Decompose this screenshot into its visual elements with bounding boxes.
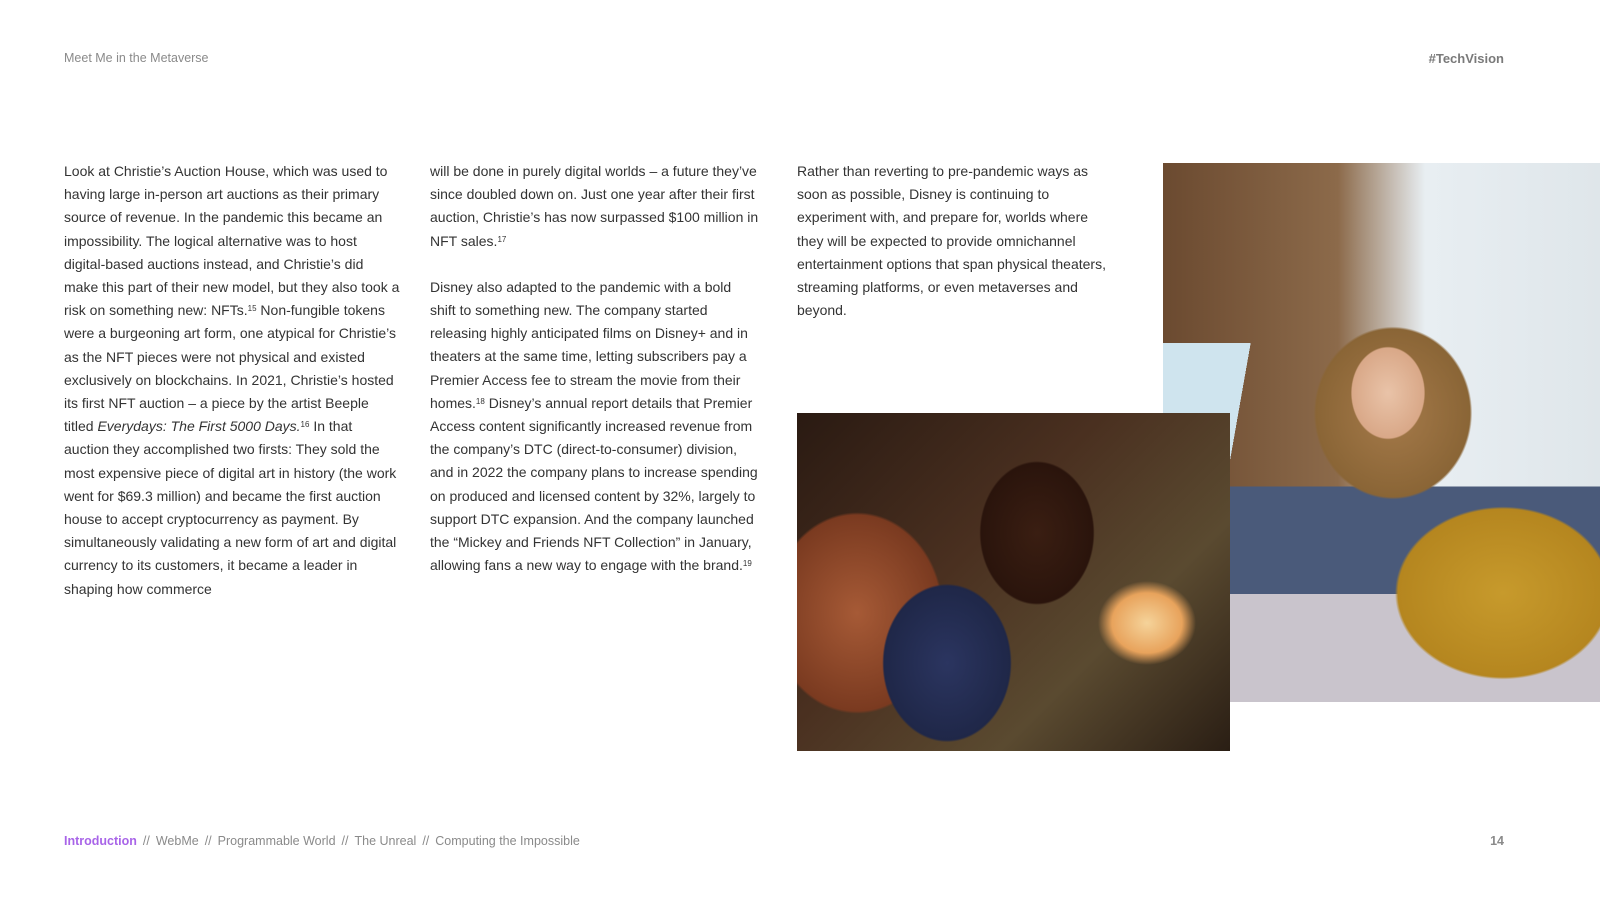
footnote-ref: 18 <box>475 396 485 406</box>
footer-nav <box>64 834 580 848</box>
paragraph <box>430 160 760 253</box>
hashtag: #TechVision <box>1428 51 1504 66</box>
text: In that auction they accomplished two firsts: They sold the most expensive piece of digital art in history (the work went for $69.3 million) and became the first auction house to accept cryptocurrency as payment. By simultaneously validating a new form of art and digital currency to its customers, it became a leader in shaping how commerce <box>64 418 397 597</box>
document-title: Meet Me in the Metaverse <box>64 51 209 65</box>
page-number: 14 <box>1490 834 1504 848</box>
text: Disney’s annual report details that Premier Access content significantly increased revenue from the company’s DTC (direct-to-consumer) division, and in 2022 the company plans to increase spending on produced and licensed content by 32%, largely to support DTC expansion. And the company launched the “Mickey and Friends NFT Collection” in January, allowing fans a new way to engage with the brand. <box>430 394 758 574</box>
paragraph <box>430 276 760 578</box>
footnote-ref: 17 <box>497 234 507 244</box>
nav-webme[interactable]: WebMe <box>155 834 199 848</box>
footnote-ref: 19 <box>742 559 752 569</box>
separator: // <box>341 834 349 848</box>
nav-programmable-world[interactable]: Programmable World <box>217 834 336 848</box>
separator: // <box>422 834 430 848</box>
text-column-3 <box>797 160 1107 345</box>
paragraph <box>64 160 400 601</box>
artwork-title: Everydays: The First 5000 Days. <box>97 418 301 435</box>
footnote-ref: 16 <box>300 420 310 430</box>
text: Non-fungible tokens were a burgeoning art form, one atypical for Christie’s as the NFT pieces were not physical and existed exclusively on blockchains. In 2021, Christie’s hosted its first NFT auction – a piece by the artist Beeple titled <box>64 302 397 435</box>
text-column-2 <box>430 160 760 600</box>
separator: // <box>204 834 212 848</box>
text-column-1 <box>64 160 400 624</box>
nav-introduction[interactable]: Introduction <box>64 834 137 848</box>
paragraph <box>797 160 1107 322</box>
text: Disney also adapted to the pandemic with a bold shift to something new. The company started releasing highly anticipated films on Disney+ and in theaters at the same time, letting subscribers pay a Premier Access fee to stream the movie from their homes. <box>430 278 748 411</box>
text: Rather than reverting to pre-pandemic ways as soon as possible, Disney is continuing to experiment with, and prepare for, worlds where they will be expected to provide omnichannel entertainment options that span physical theaters, streaming platforms, or even metaverses and beyond. <box>797 163 1106 319</box>
nav-computing-the-impossible[interactable]: Computing the Impossible <box>435 834 580 848</box>
footnote-ref: 15 <box>247 304 257 314</box>
text: will be done in purely digital worlds – a future they’ve since doubled down on. Just one year after their first auction, Christie’s has now surpassed $100 million in NFT sales. <box>430 163 759 249</box>
photo-children-with-tablet <box>797 413 1230 751</box>
text: Look at Christie’s Auction House, which was used to having large in-person art auctions as their primary source of revenue. In the pandemic this became an impossibility. The logical alternative was to host digital-based auctions instead, and Christie’s did make this part of their new model, but they also took a risk on something new: NFTs. <box>64 163 400 319</box>
separator: // <box>142 834 150 848</box>
nav-the-unreal[interactable]: The Unreal <box>354 834 417 848</box>
